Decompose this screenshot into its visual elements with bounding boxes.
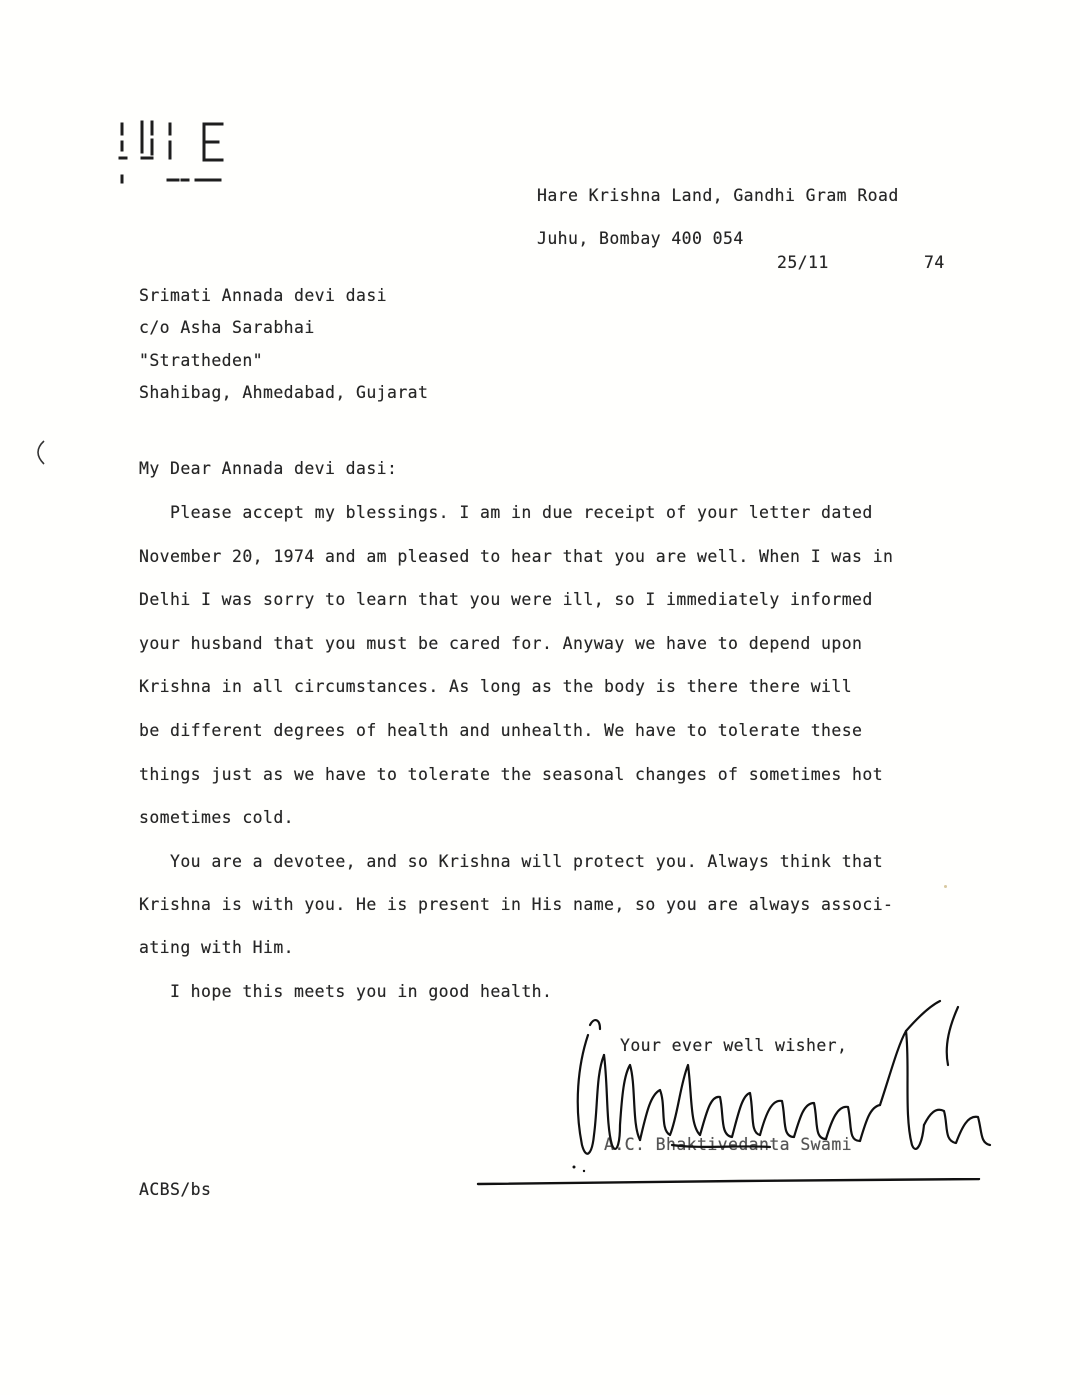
recipient-line-2: c/o Asha Sarabhai: [139, 318, 315, 337]
signatory-name: A.C. Bhaktivedanta Swami: [604, 1135, 853, 1154]
address-line-2: Juhu, Bombay 400 054: [537, 229, 744, 248]
paper-speck: [944, 885, 947, 888]
closing: Your ever well wisher,: [620, 1036, 848, 1055]
body-line: Krishna is with you. He is present in His name, so you are always associ-: [139, 895, 894, 914]
body-line: November 20, 1974 and am pleased to hear that you are well. When I was in: [139, 547, 894, 566]
recipient-line-4: Shahibag, Ahmedabad, Gujarat: [139, 383, 429, 402]
salutation: My Dear Annada devi dasi:: [139, 459, 398, 478]
body-line: things just as we have to tolerate the seasonal changes of sometimes hot: [139, 765, 884, 784]
body-line: Please accept my blessings. I am in due receipt of your letter dated: [170, 503, 873, 522]
recipient-line-1: Srimati Annada devi dasi: [139, 286, 388, 305]
letter-date-year: 74: [924, 253, 945, 272]
body-line: You are a devotee, and so Krishna will protect you. Always think that: [170, 852, 884, 871]
body-line: be different degrees of health and unhealth. We have to tolerate these: [139, 721, 863, 740]
body-line: ating with Him.: [139, 938, 295, 957]
margin-mark-icon: [30, 438, 50, 468]
letterhead-logo-icon: [112, 118, 232, 192]
signature-underline: [476, 1178, 981, 1188]
reference-initials: ACBS/bs: [139, 1180, 212, 1199]
address-line-1: Hare Krishna Land, Gandhi Gram Road: [537, 186, 899, 205]
body-line: I hope this meets you in good health.: [170, 982, 553, 1001]
body-line: Delhi I was sorry to learn that you were ill, so I immediately informed: [139, 590, 873, 609]
body-line: your husband that you must be cared for. Anyway we have to depend upon: [139, 634, 863, 653]
body-line: sometimes cold.: [139, 808, 295, 827]
letter-date-day-month: 25/11: [777, 253, 829, 272]
handwritten-signature-icon: [560, 995, 1010, 1180]
recipient-line-3: "Stratheden": [139, 351, 264, 370]
body-line: Krishna in all circumstances. As long as the body is there there will: [139, 677, 853, 696]
